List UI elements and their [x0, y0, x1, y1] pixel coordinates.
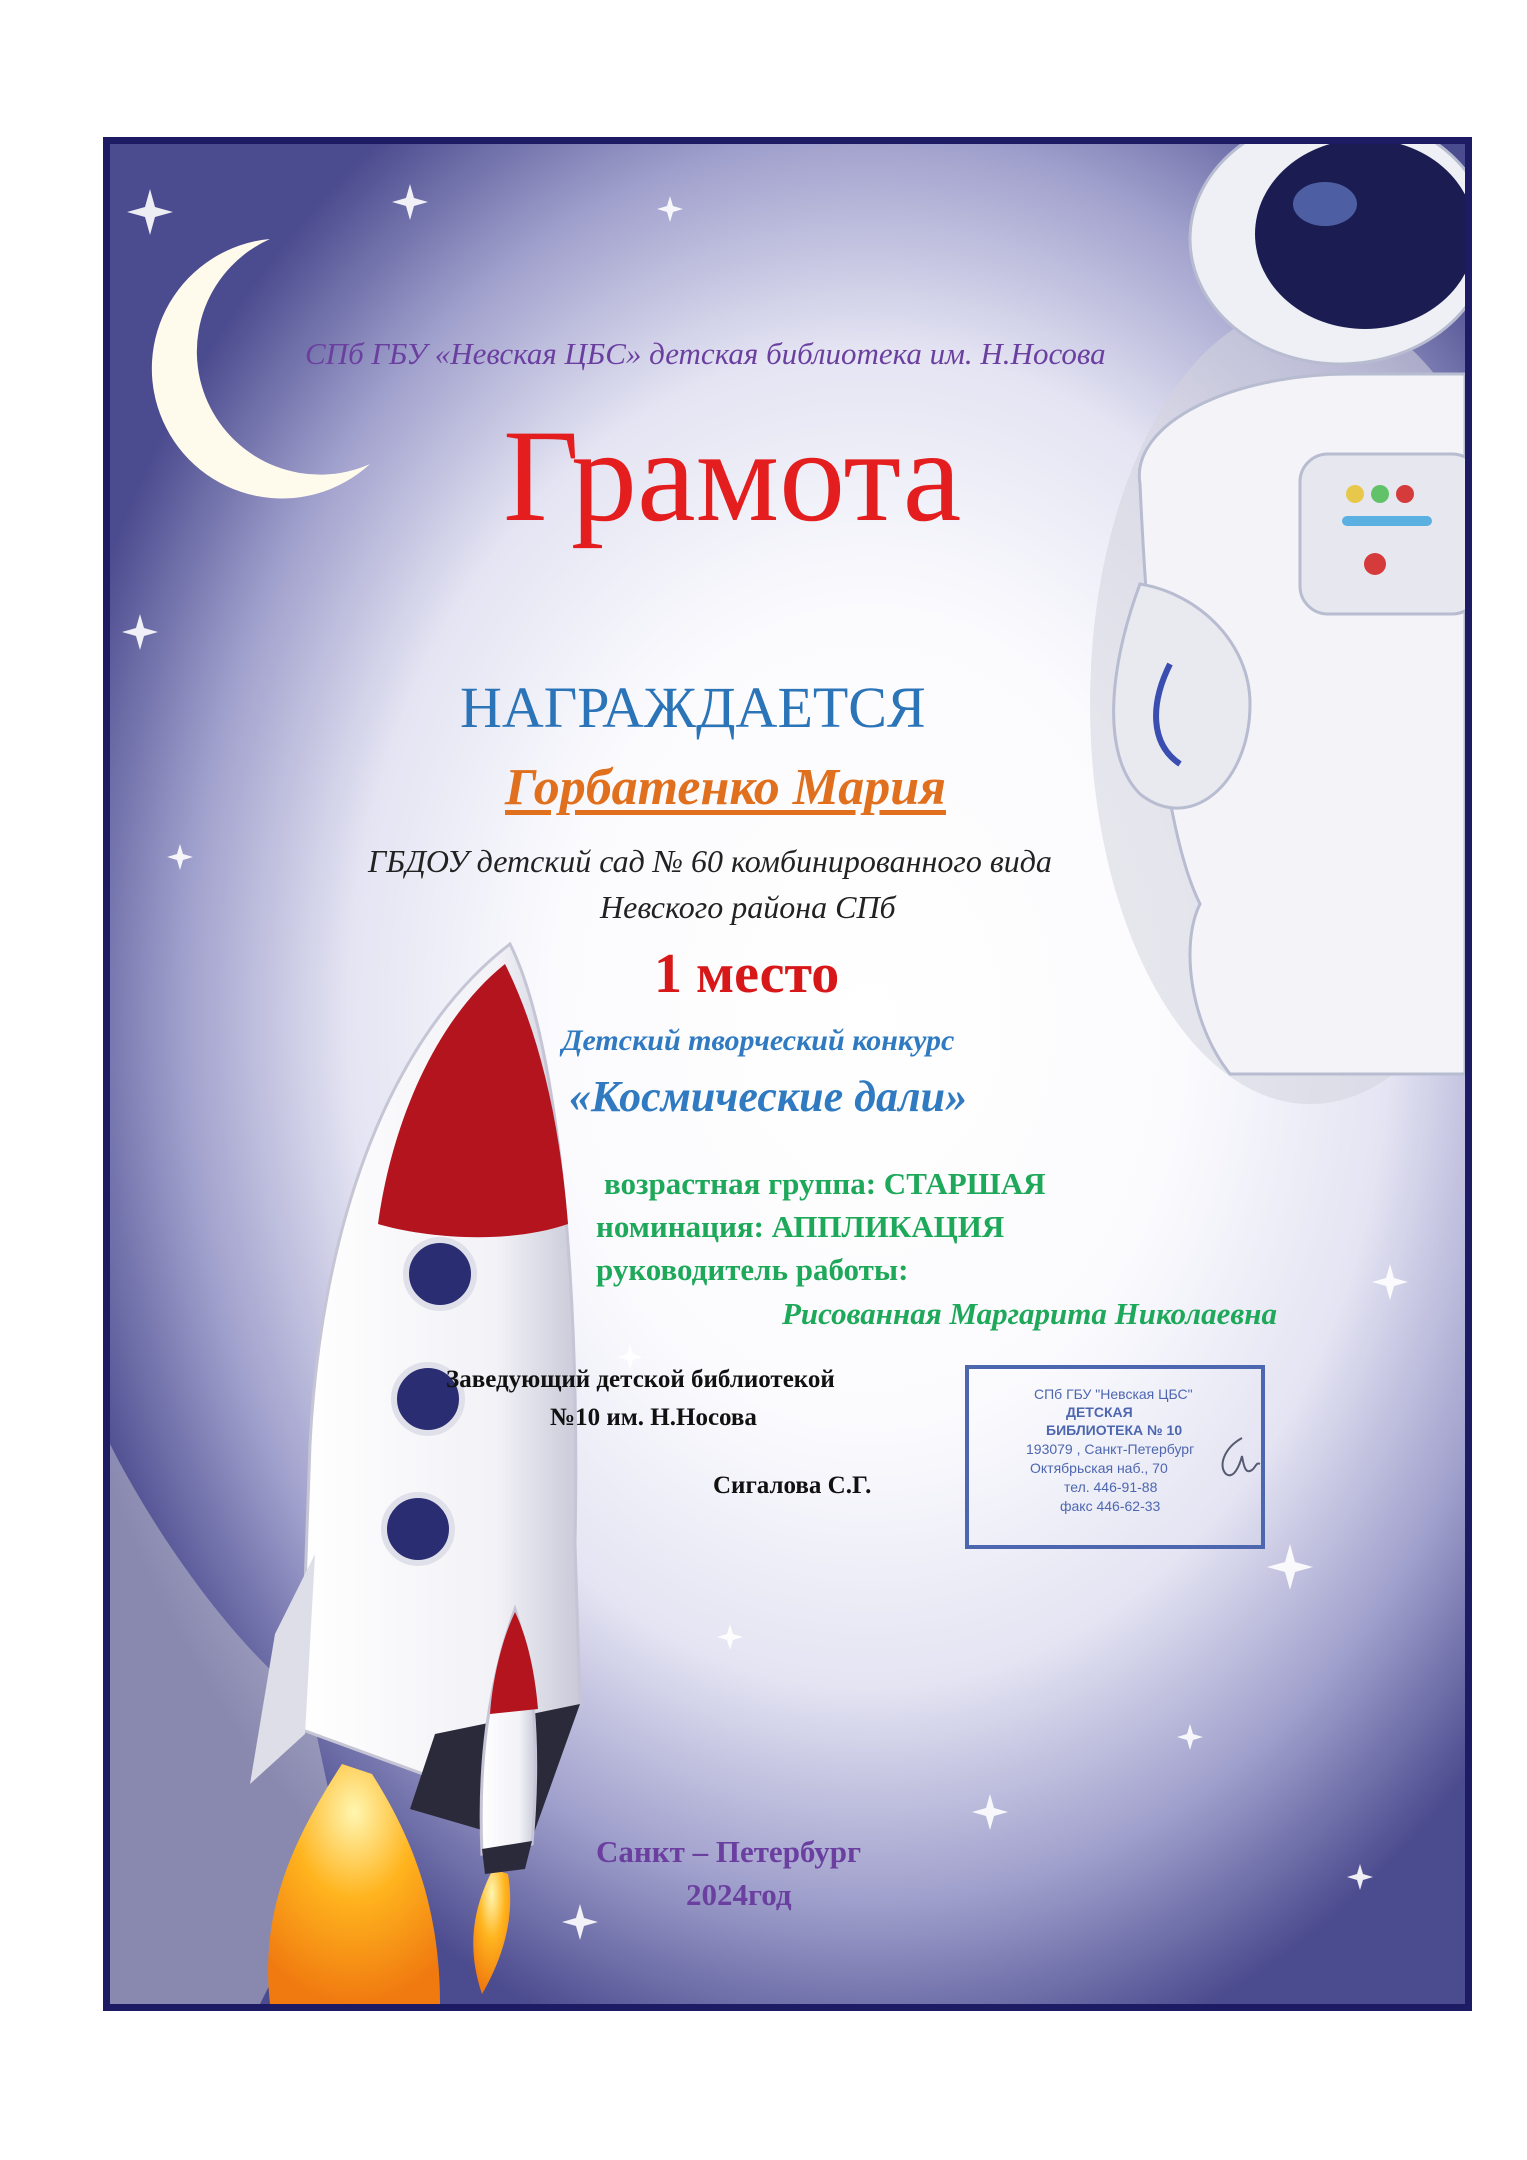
- library-stamp: [964, 1364, 1266, 1550]
- stamp-line-3: БИБЛИОТЕКА № 10: [1046, 1422, 1183, 1438]
- library-line: СПб ГБУ «Невская ЦБС» детская библиотека им. Н.Носова: [305, 336, 1106, 371]
- stamp-line-2: ДЕТСКАЯ: [1066, 1404, 1133, 1420]
- age-group: возрастная группа: СТАРШАЯ: [604, 1166, 1046, 1201]
- stamp-line-4: 193079 , Санкт-Петербург: [1026, 1441, 1195, 1457]
- contest-name: «Космические дали»: [569, 1072, 968, 1121]
- stamp-line-7: факс 446-62-33: [1060, 1498, 1161, 1514]
- page-title: Грамота: [503, 402, 962, 549]
- place-label: 1 место: [654, 943, 840, 1005]
- supervisor-name: Рисованная Маргарита Николаевна: [782, 1296, 1277, 1331]
- city: Санкт – Петербург: [596, 1834, 862, 1869]
- institution-line-2: Невского района СПб: [600, 889, 896, 925]
- institution-line-1: ГБДОУ детский сад № 60 комбинированного вида: [368, 843, 1052, 879]
- year: 2024год: [686, 1877, 792, 1912]
- recipient-name: Горбатенко Мария: [505, 759, 946, 816]
- stamp-line-5: Октябрьская наб., 70: [1030, 1460, 1168, 1476]
- awarded-heading: НАГРАЖДАЕТСЯ: [460, 675, 926, 740]
- head-title-line-2: №10 им. Н.Носова: [550, 1404, 757, 1431]
- head-title-line-1: Заведующий детской библиотекой: [446, 1366, 835, 1393]
- nomination: номинация: АППЛИКАЦИЯ: [596, 1209, 1005, 1244]
- contest-label: Детский творческий конкурс: [562, 1024, 955, 1057]
- signature-icon: [1212, 1434, 1262, 1484]
- head-name: Сигалова С.Г.: [713, 1472, 872, 1499]
- supervisor-label: руководитель работы:: [596, 1252, 909, 1287]
- stamp-line-6: тел. 446-91-88: [1064, 1479, 1158, 1495]
- astronaut-icon: [1090, 144, 1465, 1104]
- certificate-frame: [103, 137, 1472, 2011]
- stamp-line-1: СПб ГБУ "Невская ЦБС": [1034, 1386, 1193, 1402]
